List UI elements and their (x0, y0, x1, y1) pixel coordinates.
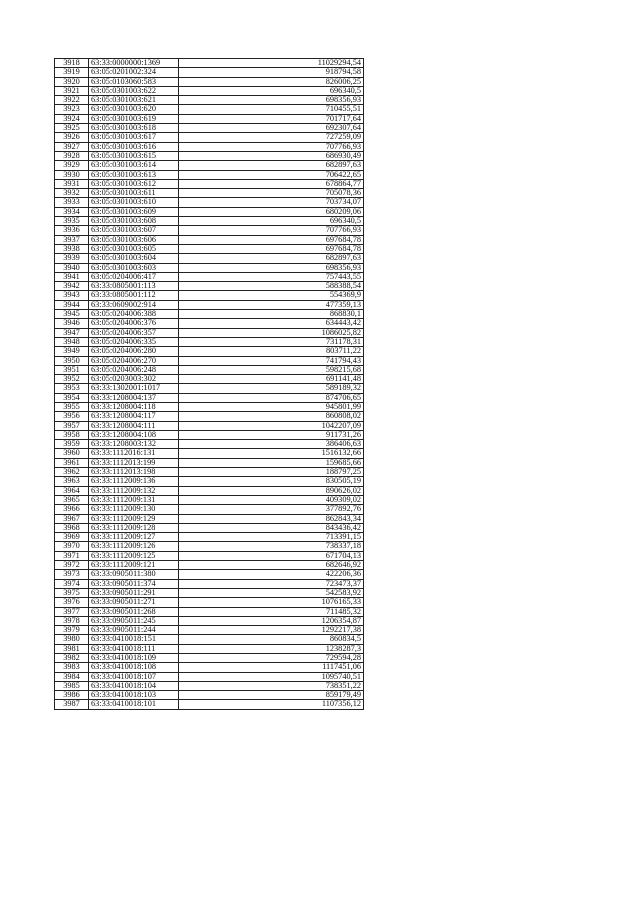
cadastral-number-cell: 63:05:0301003:614 (89, 161, 179, 170)
value-cell: 477359,13 (179, 300, 364, 309)
row-number-cell: 3984 (55, 672, 89, 681)
cadastral-number-cell: 63:33:1208003:132 (89, 440, 179, 449)
row-number-cell: 3958 (55, 430, 89, 439)
cadastral-number-cell: 63:33:1112009:129 (89, 514, 179, 523)
table-row (55, 523, 364, 532)
value-cell: 598215,68 (179, 365, 364, 374)
row-number-cell: 3959 (55, 440, 89, 449)
cadastral-number-cell: 63:05:0301003:604 (89, 254, 179, 263)
row-number-cell: 3966 (55, 505, 89, 514)
table-row (55, 468, 364, 477)
cadastral-number-cell: 63:05:0301003:619 (89, 114, 179, 123)
value-cell: 705078,36 (179, 189, 364, 198)
table-row (55, 598, 364, 607)
cadastral-number-cell: 63:33:0410018:107 (89, 672, 179, 681)
cadastral-number-cell: 63:33:0905011:374 (89, 579, 179, 588)
table-row (55, 235, 364, 244)
row-number-cell: 3934 (55, 207, 89, 216)
cadastral-number-cell: 63:33:1208004:111 (89, 421, 179, 430)
table-row (55, 393, 364, 402)
cadastral-number-cell: 63:05:0301003:615 (89, 151, 179, 160)
cadastral-number-cell: 63:33:0905011:291 (89, 588, 179, 597)
row-number-cell: 3953 (55, 384, 89, 393)
table-row (55, 59, 364, 68)
value-cell: 729594,28 (179, 654, 364, 663)
table-row (55, 505, 364, 514)
row-number-cell: 3946 (55, 319, 89, 328)
table-row (55, 282, 364, 291)
table-row (55, 254, 364, 263)
row-number-cell: 3976 (55, 598, 89, 607)
cadastral-number-cell: 63:05:0204006:357 (89, 328, 179, 337)
row-number-cell: 3977 (55, 607, 89, 616)
value-cell: 1095740,51 (179, 672, 364, 681)
value-cell: 741794,43 (179, 356, 364, 365)
cadastral-number-cell: 63:05:0301003:607 (89, 226, 179, 235)
table-row (55, 681, 364, 690)
table-row (55, 607, 364, 616)
value-cell: 890626,02 (179, 486, 364, 495)
cadastral-number-cell: 63:05:0103060:583 (89, 77, 179, 86)
table-row (55, 365, 364, 374)
cadastral-number-cell: 63:33:1112009:136 (89, 477, 179, 486)
value-cell: 634443,42 (179, 319, 364, 328)
table-row (55, 226, 364, 235)
row-number-cell: 3968 (55, 523, 89, 532)
row-number-cell: 3931 (55, 179, 89, 188)
row-number-cell: 3982 (55, 654, 89, 663)
cadastral-number-cell: 63:33:0410018:109 (89, 654, 179, 663)
cadastral-number-cell: 63:33:1112009:126 (89, 542, 179, 551)
value-cell: 723473,37 (179, 579, 364, 588)
value-cell: 692307,64 (179, 124, 364, 133)
cadastral-number-cell: 63:33:1208004:137 (89, 393, 179, 402)
row-number-cell: 3938 (55, 244, 89, 253)
cadastral-number-cell: 63:05:0301003:618 (89, 124, 179, 133)
table-row (55, 477, 364, 486)
cadastral-number-cell: 63:33:1208004:118 (89, 402, 179, 411)
cadastral-number-cell: 63:05:0301003:620 (89, 105, 179, 114)
cadastral-number-cell: 63:05:0301003:609 (89, 207, 179, 216)
table-row (55, 626, 364, 635)
value-cell: 698356,93 (179, 96, 364, 105)
row-number-cell: 3975 (55, 588, 89, 597)
row-number-cell: 3970 (55, 542, 89, 551)
cadastral-number-cell: 63:05:0203003:302 (89, 375, 179, 384)
row-number-cell: 3955 (55, 402, 89, 411)
value-cell: 1206354,87 (179, 616, 364, 625)
row-number-cell: 3960 (55, 449, 89, 458)
row-number-cell: 3957 (55, 421, 89, 430)
value-cell: 707766,93 (179, 142, 364, 151)
table-row (55, 319, 364, 328)
table-row (55, 616, 364, 625)
cadastral-number-cell: 63:05:0204006:248 (89, 365, 179, 374)
value-cell: 707766,93 (179, 226, 364, 235)
value-cell: 698356,93 (179, 263, 364, 272)
value-cell: 588388,54 (179, 282, 364, 291)
value-cell: 731178,31 (179, 337, 364, 346)
row-number-cell: 3981 (55, 644, 89, 653)
value-cell: 589189,32 (179, 384, 364, 393)
cadastral-number-cell: 63:33:1112009:121 (89, 561, 179, 570)
row-number-cell: 3943 (55, 291, 89, 300)
value-cell: 159685,66 (179, 458, 364, 467)
value-cell: 911731,26 (179, 430, 364, 439)
table-row (55, 68, 364, 77)
row-number-cell: 3980 (55, 635, 89, 644)
row-number-cell: 3965 (55, 495, 89, 504)
value-cell: 843436,42 (179, 523, 364, 532)
table-row (55, 588, 364, 597)
row-number-cell: 3973 (55, 570, 89, 579)
value-cell: 696340,5 (179, 217, 364, 226)
row-number-cell: 3967 (55, 514, 89, 523)
value-cell: 1042207,09 (179, 421, 364, 430)
table-row (55, 654, 364, 663)
cadastral-number-cell: 63:05:0301003:621 (89, 96, 179, 105)
row-number-cell: 3942 (55, 282, 89, 291)
table-row (55, 198, 364, 207)
row-number-cell: 3949 (55, 347, 89, 356)
row-number-cell: 3935 (55, 217, 89, 226)
row-number-cell: 3969 (55, 533, 89, 542)
value-cell: 696340,5 (179, 86, 364, 95)
row-number-cell: 3933 (55, 198, 89, 207)
table-row (55, 514, 364, 523)
cadastral-number-cell: 63:05:0204006:335 (89, 337, 179, 346)
table-row (55, 533, 364, 542)
table-body (55, 59, 364, 710)
table-row (55, 700, 364, 709)
cadastral-number-cell: 63:33:1208004:117 (89, 412, 179, 421)
cadastral-number-cell: 63:33:1112013:199 (89, 458, 179, 467)
table-row (55, 114, 364, 123)
row-number-cell: 3972 (55, 561, 89, 570)
value-cell: 945801,99 (179, 402, 364, 411)
table-row (55, 421, 364, 430)
value-cell: 422206,36 (179, 570, 364, 579)
cadastral-number-cell: 63:33:0410018:104 (89, 681, 179, 690)
table-row (55, 458, 364, 467)
table-row (55, 384, 364, 393)
value-cell: 860808,02 (179, 412, 364, 421)
table-row (55, 328, 364, 337)
value-cell: 682897,63 (179, 254, 364, 263)
row-number-cell: 3978 (55, 616, 89, 625)
table-row (55, 635, 364, 644)
row-number-cell: 3930 (55, 170, 89, 179)
table-row (55, 663, 364, 672)
cadastral-number-cell: 63:05:0204006:417 (89, 272, 179, 281)
cadastral-number-cell: 63:33:1112009:130 (89, 505, 179, 514)
cadastral-number-cell: 63:05:0301003:613 (89, 170, 179, 179)
row-number-cell: 3918 (55, 59, 89, 68)
cadastral-number-cell: 63:05:0204006:270 (89, 356, 179, 365)
table-row (55, 263, 364, 272)
table-row (55, 217, 364, 226)
cadastral-number-cell: 63:05:0301003:616 (89, 142, 179, 151)
value-cell: 862843,34 (179, 514, 364, 523)
row-number-cell: 3924 (55, 114, 89, 123)
table-row (55, 644, 364, 653)
table-row (55, 672, 364, 681)
cadastral-number-cell: 63:33:1302001:1017 (89, 384, 179, 393)
value-cell: 686930,49 (179, 151, 364, 160)
table-row (55, 96, 364, 105)
row-number-cell: 3945 (55, 310, 89, 319)
value-cell: 868830,1 (179, 310, 364, 319)
row-number-cell: 3947 (55, 328, 89, 337)
value-cell: 377892,76 (179, 505, 364, 514)
table-row (55, 402, 364, 411)
value-cell: 386406,63 (179, 440, 364, 449)
row-number-cell: 3987 (55, 700, 89, 709)
table-row (55, 495, 364, 504)
value-cell: 826006,25 (179, 77, 364, 86)
table-row (55, 337, 364, 346)
cadastral-number-cell: 63:05:0301003:608 (89, 217, 179, 226)
cadastral-number-cell: 63:05:0301003:603 (89, 263, 179, 272)
row-number-cell: 3963 (55, 477, 89, 486)
cadastral-number-cell: 63:33:0905011:380 (89, 570, 179, 579)
value-cell: 860834,5 (179, 635, 364, 644)
value-cell: 703734,07 (179, 198, 364, 207)
cadastral-number-cell: 63:33:0905011:245 (89, 616, 179, 625)
cadastral-number-cell: 63:05:0301003:605 (89, 244, 179, 253)
value-cell: 697684,78 (179, 235, 364, 244)
value-cell: 713391,15 (179, 533, 364, 542)
table-row (55, 170, 364, 179)
row-number-cell: 3937 (55, 235, 89, 244)
table-row (55, 124, 364, 133)
row-number-cell: 3940 (55, 263, 89, 272)
cadastral-number-cell: 63:33:1112013:198 (89, 468, 179, 477)
value-cell: 11029294,54 (179, 59, 364, 68)
table-row (55, 161, 364, 170)
cadastral-number-cell: 63:33:0410018:108 (89, 663, 179, 672)
row-number-cell: 3985 (55, 681, 89, 690)
value-cell: 680209,06 (179, 207, 364, 216)
value-cell: 803711,22 (179, 347, 364, 356)
cadastral-number-cell: 63:33:1112016:131 (89, 449, 179, 458)
row-number-cell: 3983 (55, 663, 89, 672)
value-cell: 738337,18 (179, 542, 364, 551)
table-row (55, 105, 364, 114)
table-row (55, 77, 364, 86)
cadastral-number-cell: 63:05:0301003:610 (89, 198, 179, 207)
value-cell: 874706,65 (179, 393, 364, 402)
table-row (55, 691, 364, 700)
value-cell: 706422,65 (179, 170, 364, 179)
cadastral-number-cell: 63:33:0905011:271 (89, 598, 179, 607)
value-cell: 1516132,66 (179, 449, 364, 458)
value-cell: 1238287,3 (179, 644, 364, 653)
cadastral-number-cell: 63:33:0805001:112 (89, 291, 179, 300)
table-row (55, 375, 364, 384)
value-cell: 757443,55 (179, 272, 364, 281)
value-cell: 830505,19 (179, 477, 364, 486)
cadastral-number-cell: 63:05:0301003:606 (89, 235, 179, 244)
value-cell: 710455,51 (179, 105, 364, 114)
cadastral-number-cell: 63:33:1112009:131 (89, 495, 179, 504)
row-number-cell: 3921 (55, 86, 89, 95)
value-cell: 682646,92 (179, 561, 364, 570)
cadastral-number-cell: 63:33:0410018:151 (89, 635, 179, 644)
cadastral-number-cell: 63:05:0301003:622 (89, 86, 179, 95)
value-cell: 701717,64 (179, 114, 364, 123)
value-cell: 554369,9 (179, 291, 364, 300)
value-cell: 691141,48 (179, 375, 364, 384)
row-number-cell: 3936 (55, 226, 89, 235)
table-row (55, 542, 364, 551)
table-row (55, 570, 364, 579)
table-row (55, 244, 364, 253)
row-number-cell: 3948 (55, 337, 89, 346)
value-cell: 1076165,33 (179, 598, 364, 607)
row-number-cell: 3951 (55, 365, 89, 374)
table-row (55, 551, 364, 560)
cadastral-number-cell: 63:33:0410018:111 (89, 644, 179, 653)
cadastral-number-cell: 63:33:0609002:914 (89, 300, 179, 309)
value-cell: 697684,78 (179, 244, 364, 253)
row-number-cell: 3925 (55, 124, 89, 133)
table-row (55, 133, 364, 142)
cadastral-value-table (54, 58, 364, 710)
value-cell: 1086025,82 (179, 328, 364, 337)
table-row (55, 310, 364, 319)
table-row (55, 412, 364, 421)
cadastral-number-cell: 63:05:0204006:388 (89, 310, 179, 319)
table-row (55, 430, 364, 439)
value-cell: 1117451,06 (179, 663, 364, 672)
cadastral-number-cell: 63:05:0204006:280 (89, 347, 179, 356)
table-row (55, 300, 364, 309)
row-number-cell: 3974 (55, 579, 89, 588)
row-number-cell: 3941 (55, 272, 89, 281)
table-row (55, 579, 364, 588)
table-row (55, 272, 364, 281)
row-number-cell: 3950 (55, 356, 89, 365)
cadastral-number-cell: 63:05:0301003:617 (89, 133, 179, 142)
value-cell: 682897,63 (179, 161, 364, 170)
row-number-cell: 3986 (55, 691, 89, 700)
table-row (55, 207, 364, 216)
value-cell: 671704,13 (179, 551, 364, 560)
value-cell: 1292217,38 (179, 626, 364, 635)
table-row (55, 449, 364, 458)
value-cell: 409309,02 (179, 495, 364, 504)
cadastral-number-cell: 63:33:0805001:113 (89, 282, 179, 291)
table-row (55, 486, 364, 495)
table-row (55, 347, 364, 356)
cadastral-number-cell: 63:33:1112009:128 (89, 523, 179, 532)
value-cell: 678864,77 (179, 179, 364, 188)
cadastral-number-cell: 63:05:0301003:611 (89, 189, 179, 198)
row-number-cell: 3952 (55, 375, 89, 384)
cadastral-number-cell: 63:05:0201002:324 (89, 68, 179, 77)
table-row (55, 440, 364, 449)
table-row (55, 189, 364, 198)
row-number-cell: 3922 (55, 96, 89, 105)
row-number-cell: 3964 (55, 486, 89, 495)
table-row (55, 356, 364, 365)
cadastral-number-cell: 63:33:1112009:125 (89, 551, 179, 560)
value-cell: 711485,32 (179, 607, 364, 616)
row-number-cell: 3920 (55, 77, 89, 86)
row-number-cell: 3939 (55, 254, 89, 263)
cadastral-number-cell: 63:33:1112009:127 (89, 533, 179, 542)
table-row (55, 179, 364, 188)
value-cell: 188797,25 (179, 468, 364, 477)
cadastral-number-cell: 63:05:0204006:376 (89, 319, 179, 328)
cadastral-number-cell: 63:33:0000000:1369 (89, 59, 179, 68)
cadastral-number-cell: 63:33:1208004:108 (89, 430, 179, 439)
cadastral-number-cell: 63:33:0410018:103 (89, 691, 179, 700)
cadastral-number-cell: 63:33:0905011:244 (89, 626, 179, 635)
row-number-cell: 3923 (55, 105, 89, 114)
value-cell: 542583,92 (179, 588, 364, 597)
value-cell: 1107356,12 (179, 700, 364, 709)
row-number-cell: 3926 (55, 133, 89, 142)
cadastral-number-cell: 63:33:0410018:101 (89, 700, 179, 709)
table-row (55, 561, 364, 570)
row-number-cell: 3979 (55, 626, 89, 635)
row-number-cell: 3944 (55, 300, 89, 309)
value-cell: 738351,22 (179, 681, 364, 690)
row-number-cell: 3928 (55, 151, 89, 160)
row-number-cell: 3919 (55, 68, 89, 77)
row-number-cell: 3962 (55, 468, 89, 477)
table-row (55, 142, 364, 151)
cadastral-number-cell: 63:33:1112009:132 (89, 486, 179, 495)
row-number-cell: 3932 (55, 189, 89, 198)
table-row (55, 86, 364, 95)
row-number-cell: 3961 (55, 458, 89, 467)
row-number-cell: 3927 (55, 142, 89, 151)
value-cell: 727259,09 (179, 133, 364, 142)
row-number-cell: 3929 (55, 161, 89, 170)
table-row (55, 151, 364, 160)
value-cell: 918794,58 (179, 68, 364, 77)
row-number-cell: 3954 (55, 393, 89, 402)
cadastral-number-cell: 63:33:0905011:268 (89, 607, 179, 616)
table-row (55, 291, 364, 300)
row-number-cell: 3956 (55, 412, 89, 421)
row-number-cell: 3971 (55, 551, 89, 560)
value-cell: 859179,49 (179, 691, 364, 700)
cadastral-number-cell: 63:05:0301003:612 (89, 179, 179, 188)
